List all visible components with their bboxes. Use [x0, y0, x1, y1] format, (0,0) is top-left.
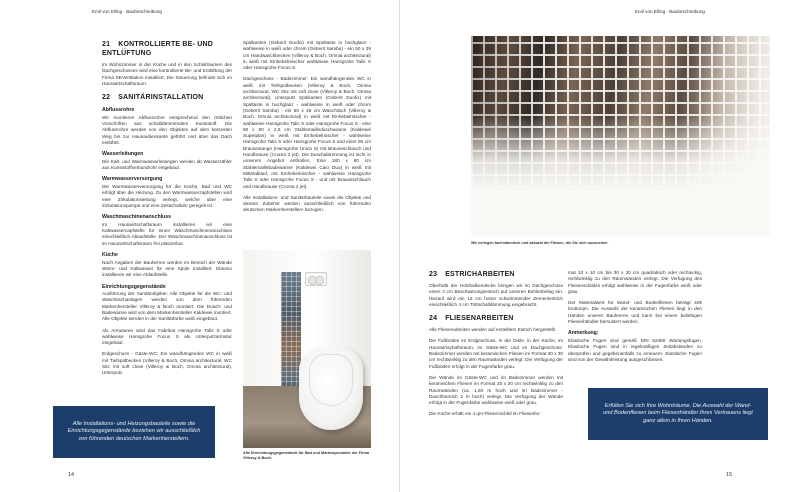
wall-fade: [471, 36, 770, 236]
paragraph: Dachgeschoss - Badezimmer: Ein wandhängendes WC in weiß mit Tiefspülbecken (Villeroy & Boch, Omnia architectural, WC Sitz mit soft close (Villeroy & Boch, Omnia architectural), Unterputz Spülkasten (Geberit Duofix) mit Spültaste in hochglanz - wahlweise in weiß oder chrom (Geberit Samba) - ein 60 x 48 cm Waschtisch (Villeroy & Boch, Omnia architectural) in weiß mit Einhebelmischer - wahlweise Hansgrohe Talis S oder Hansgrohe Focus S - eine 90 x 90 x 2,5 cm Stahlemailleduschwanne (Kaldewei Superplan) in weiß mit Einhebelmischer - wahlweise Hansgrohe Talis S oder Hansgrohe Focus S und einer 90 cm Brausestange (Hansgrohe Unica S) mit Brauseschlauch und Handbrause (Croma 2 jet). Die Duschabtrennung ist nicht in unserem Angebot enthalten. Eine 180 x 80 cm Stahlemaillebadewanne (Kaldewei Caio Duo) in weiß mit Mittelablauf, mit Einhebelmischer - wahlweise Hansgrohe Talis S oder Hansgrohe Focus S - und mit Brauseschlauch und Handbrause (Croma 2 jet).: [243, 76, 371, 189]
paragraph: Die Fußböden im Erdgeschoss, in der Diele, in der Küche, im Hauswirtschaftsraum, im Gäste-WC und im Dachgeschoss-Badezimmer werden mit keramischen Fliesen im Format 30 x 30 cm rechtwinklig zu den Raumwänden verlegt. Die Verfugung der Fußböden erfolgt in der Fugenfarbe grau.: [429, 338, 563, 369]
paragraph: Alle Fliesenarbeiten werden auf erstelltem Estrich hergestellt.: [429, 327, 557, 333]
text-column-1: [429, 270, 563, 423]
callout-text: Alle Installations- und Heizungsbauteile sowie die Einrichtungsgegenstände beziehen wir ausschließlich von führenden deutschen Markenherstellern.: [67, 420, 201, 442]
text-column-2: [568, 270, 702, 368]
paragraph: Die Warmwasserversorgung für die Küche, Bad und WC erfolgt über die Heizung. Zu den Warmwasserzapfstellen wird eine Zirkulationsleitung verlegt, welche über eine Zirkulationspumpe und eine Zeitschaltuhr geregelt ist.: [102, 184, 232, 208]
paragraph: Elastische Fugen sind gemäß DIN 52460 Wartungsfugen. Elastische Fugen sind in regelmäßigen Zeitabständen zu überprüfen und gegebenenfalls zu erneuern. Elastische Fugen sind von der Gewährleistung ausgeschlossen.: [568, 337, 702, 362]
paragraph: Im Wohnzimmer in der Küche und in den Schlafräumen des Dachgeschosses wird eine kontrollierte Be- und Entlüftung der Firma SEVentilation installiert. Die Steuerung befindet sich im Hauswirtschaftsraum.: [102, 62, 232, 86]
text-column-1: [102, 40, 232, 382]
running-head: Emil von Elling · Baubeschreibung: [92, 9, 162, 14]
section-heading: [102, 40, 232, 58]
text-column-2: [243, 40, 371, 219]
paragraph: Die Wände im Gäste-WC und im Badezimmer werden mit keramischen Fliesen im Format 20 x 20 cm rechtwinklig zu den Raumwänden (ca. 1,50 m hoch und im Badezimmer -Duschbereich 2 m hoch) verlegt. Die Verfugung der Wände erfolgt in der Fugenfarbe wahlweise weiß oder grau.: [429, 374, 563, 406]
right-page: [400, 0, 800, 492]
paragraph: Die Kalt- und Warmwasserleitungen werden ab Wasserzähler aus Kunststoffverbundrohr eingebaut.: [102, 158, 232, 171]
paragraph: Oberhalb der Holzbalkendecke bringen wir im Dachgeschoss einen 4 cm Beschwerungsestrich auf unseren Bohlenbelag ein. Hierauf wird ein 12 cm hoher schwimmender Zementestrich einschließlich 4 cm Trittschalldämmung eingebracht.: [429, 283, 563, 307]
page-number: 14: [68, 472, 75, 478]
callout-box: [588, 388, 768, 440]
section-title: SANITÄRINSTALLATION: [118, 94, 204, 102]
tile-mosaic-photo: [471, 36, 770, 236]
paragraph: Spülkasten (Geberit Duofix) mit Spültaste in hochglanz - wahlweise in weiß oder chrom (Geberit Samba) - ein 50 x 39 cm Handwaschbecken (Villeroy & Boch, Omnia architectural) in weiß mit Einhebelmischer wahlweise Hansgrohe Talis S oder Hansgrohe Focus S.: [243, 40, 371, 71]
section-title: KONTROLLIERTE BE- UND ENTLÜFTUNG: [102, 41, 213, 57]
photo-caption: Wir verlegen fachmännisch und akkurat die Fliesen, die Sie sich aussuchen.: [471, 241, 609, 245]
running-head: Emil von Elling · Baubeschreibung: [635, 9, 705, 14]
toilet-seat: [309, 354, 353, 406]
paragraph: Die Küche erhält ein 4 qm-Fliesenschild im Fliesenfor-: [429, 411, 542, 417]
subheading: Warmwasserversorgung: [102, 176, 163, 183]
paragraph: Wir montieren Abflussrohre entsprechend den örtlichen Vorschriften aus schalldämmendem Kunststoff. Die Abflussrohre werden von den Objekten auf dem kürzesten Weg bis zur Hausaußenkante geführt und über das Dach entlüftet.: [102, 114, 232, 145]
callout-text: Erfüllen Sie sich Ihre Wohnträume. Die Auswahl der Wand- und Bodenfliesen beim Fliesenhändler Ihres Vertrauens liegt ganz allein in Ihren Händen.: [603, 402, 753, 424]
section-number: 22: [102, 94, 111, 102]
section-title: FLIESENARBEITEN: [445, 315, 514, 323]
section-heading: [429, 314, 563, 323]
callout-box: [53, 406, 215, 458]
page-number: 15: [726, 472, 733, 478]
paragraph: Nach Angaben der Bauherren werden im Bereich der Wände Warm- und Kaltwasser für eine Spüle installiert. Ebenso installieren wir eine Ablaufstelle.: [102, 259, 232, 278]
section-number: 24: [429, 315, 438, 323]
toilet-photo: [243, 250, 371, 448]
section-number: 23: [429, 271, 438, 278]
subheading: Wasserleitungen: [102, 151, 144, 158]
subheading: Küche: [102, 252, 118, 259]
photo-caption: Alle Einrichtungsgegenstände für Bad und Markenprodukte der Firma Villeroy & Boch.: [243, 451, 369, 460]
section-heading: [429, 270, 563, 279]
paragraph: Der Materialwert für Wand- und Bodenfliesen beträgt 40€ brutto/qm. Die Auswahl der keramischen Fliesen liegt in den Händen unserer Bauherren und kann bei einem beliebigen Fliesenhändler bemustert werden.: [568, 300, 702, 325]
section-number: 21: [102, 41, 111, 48]
subheading: Einrichtungsgegenstände: [102, 283, 166, 290]
section-heading: [102, 93, 232, 102]
subheading: Waschmaschinenanschluss: [102, 214, 171, 221]
paragraph: Ausführung der Sanitärobjekte: Alle Objekte für die WC- und Waschtischanlagen werden von dem führenden Markenhersteller Villeroy & Boch montiert. Die Dusch- und Badewanne wird von dem Markenhersteller Kaldewei montiert. Alle Objekte werden in der Sanitärfarbe weiß eingebaut.: [102, 291, 233, 322]
paragraph: mat 10 x 10 cm bis 30 x 30 cm quadratisch oder rechteckig, rechtwinklig zu den Raumwänden verlegt. Die Verfugung des Fliesenschildes erfolgt wahlweise in der Fugenfarbe weiß oder grau.: [568, 270, 702, 294]
paragraph: Alle Installations- und Sanitärbauteile sowie die Objekte und dessen Zubehör werden ausschließlich von führenden deutschen Markenherstellern bezogen.: [243, 194, 371, 213]
subheading: Abflussrohre: [102, 107, 135, 114]
flush-plate: [305, 272, 327, 286]
subheading: Anmerkung:: [568, 330, 599, 337]
paragraph: Erdgeschoss - Gäste-WC: Ein wandhängendes WC in weiß mit Tiefspülbecken (Villeroy & Boch, Omnia architectural, WC Sitz mit soft close (Villeroy & Boch, Omnia architectural), Unterputz: [102, 351, 232, 376]
section-title: ESTRICHARBEITEN: [445, 271, 515, 278]
paragraph: Als Armaturen wird das Fabrikat Hansgrohe Talis S oder wahlweise Hansgrohe Focus S als Unterputzarmatur eingebaut.: [102, 327, 232, 346]
paragraph: Im Hauswirtschaftsraum installieren wir eine Kaltwasserzapfstelle für einen Waschmaschinenanschluss einschließlich Ablaufstelle. Der Waschmaschinenanschluss ist im Hauswirtschaftsraum frei platzierbar.: [102, 221, 232, 246]
